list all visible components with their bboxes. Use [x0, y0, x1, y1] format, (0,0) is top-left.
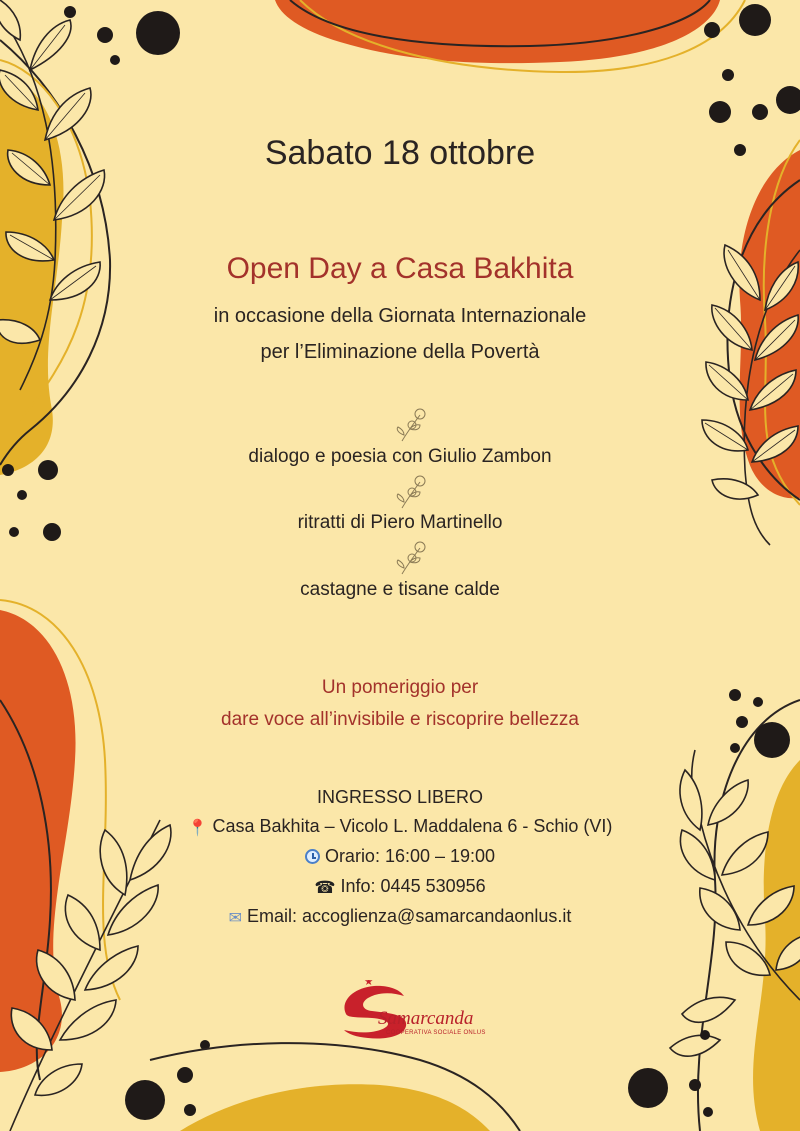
dot [17, 490, 27, 500]
dot [722, 69, 734, 81]
map-pin-icon: 📍 [187, 820, 208, 837]
dot [628, 1068, 668, 1108]
dot [703, 1107, 713, 1117]
activity-3: castagne e tisane calde [300, 579, 500, 600]
dot [730, 743, 740, 753]
hours-line [0, 846, 800, 867]
dot [177, 1067, 193, 1083]
event-date: Sabato 18 ottobre [264, 134, 536, 172]
dot [97, 27, 113, 43]
activity-1: dialogo e poesia con Giulio Zambon [248, 446, 552, 467]
dot [136, 11, 180, 55]
dot [776, 86, 800, 114]
email-line [0, 906, 800, 928]
subtitle-line-1: in occasione della Giornata Internazionale [213, 305, 587, 327]
activity-2: ritratti di Piero Martinello [297, 512, 503, 533]
hours-text: Orario: 16:00 – 19:00 [324, 846, 496, 866]
dot [689, 1079, 701, 1091]
event-title: Open Day a Casa Bakhita [226, 252, 574, 285]
dot [709, 101, 731, 123]
dot [739, 4, 771, 36]
address-text: Casa Bakhita – Vicolo L. Maddalena 6 - Schio (VI) [212, 816, 613, 836]
flower-sprig-icon [390, 538, 434, 578]
subtitle-line-2: per l’Eliminazione della Povertà [260, 341, 540, 363]
envelope-icon: ✉ [228, 910, 242, 927]
flower-sprig-icon [390, 472, 434, 512]
entry-label: INGRESSO LIBERO [316, 787, 484, 807]
logo-name: Samarcanda [378, 1008, 474, 1029]
dot [184, 1104, 196, 1116]
dot [752, 104, 768, 120]
bottom-mustard-wave [180, 1084, 490, 1131]
clock-icon [305, 849, 320, 864]
phone-line [0, 876, 800, 898]
top-orange-blob [275, 0, 720, 63]
dot [700, 1030, 710, 1040]
tagline-line-2: dare voce all’invisibile e riscoprire bellezza [221, 709, 579, 730]
dot [704, 22, 720, 38]
email-text: Email: accoglienza@samarcandaonlus.it [246, 906, 572, 926]
dot [125, 1080, 165, 1120]
phone-icon: ☎ [314, 878, 336, 897]
phone-text: Info: 0445 530956 [340, 876, 486, 896]
dot [64, 6, 76, 18]
flower-sprig-icon [390, 405, 434, 445]
address-line [0, 816, 800, 838]
dot [110, 55, 120, 65]
tagline-line-1: Un pomeriggio per [321, 677, 479, 698]
logo-subtitle: COOPERATIVA SOCIALE ONLUS [386, 1030, 486, 1036]
